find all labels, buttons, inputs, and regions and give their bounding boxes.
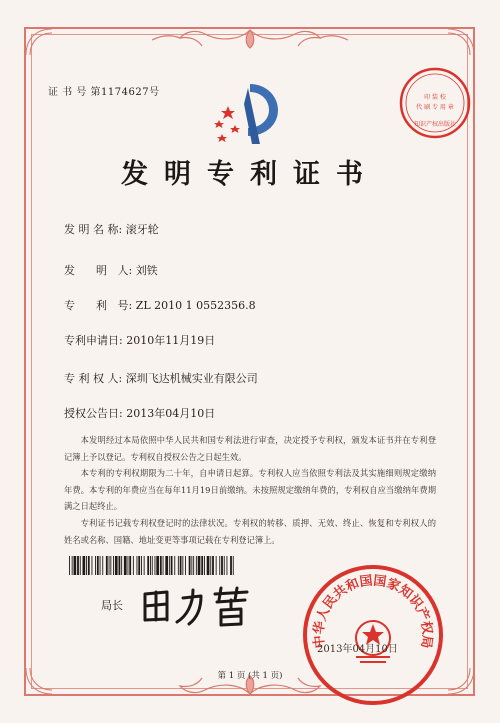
field-value: 2013年04月10日 [126, 407, 216, 420]
field-label: 专 利 号: [64, 299, 133, 312]
field-value: 2010年11月19日 [126, 334, 216, 347]
field-value: 刘铁 [135, 264, 158, 277]
field-grant-date [64, 405, 215, 421]
field-value: 滚牙轮 [125, 223, 159, 236]
page-footer: 第 1 页 (共 1 页) [217, 671, 283, 681]
svg-text:代 刷 专 用 章: 代 刷 专 用 章 [416, 104, 454, 111]
publisher-seal-icon [396, 64, 474, 142]
field-value: 深圳飞达机械实业有限公司 [125, 372, 258, 385]
barcode-icon [69, 556, 235, 575]
svg-text:中华人民共和国国家知识产权局: 中华人民共和国国家知识产权局 [311, 573, 435, 650]
director-signature [137, 580, 255, 630]
field-inventor [64, 262, 158, 278]
field-patentee [64, 370, 258, 386]
field-label: 发 明 名 称: [64, 223, 123, 236]
field-label: 授权公告日: [64, 407, 123, 420]
field-label: 专 利 权 人: [64, 372, 123, 385]
signature-label: 局长 [101, 599, 123, 612]
body-paragraph: 专利证书记载专利权登记时的法律状况。专利权的转移、质押、无效、终止、恢复和专利权人的姓名或名称、国籍、地址变更等事项记载在专利登记簿上。 [64, 517, 436, 545]
field-label: 专利申请日: [64, 334, 123, 347]
field-invention-name [64, 221, 159, 237]
corner-ornament-tr [446, 27, 476, 57]
svg-text:印 装 校: 印 装 校 [424, 94, 446, 101]
field-patent-number [64, 297, 256, 313]
field-application-date [64, 332, 215, 348]
field-value: ZL 2010 1 0552356.8 [135, 299, 256, 312]
body-paragraph: 本发明经过本局依照中华人民共和国专利法进行审查，决定授予专利权，颁发本证书并在专利登记簿上予以登记。专利权自授权公告之日起生效。 [64, 435, 436, 462]
field-label: 发 明 人: [64, 264, 133, 277]
seal-date: 2013年04月10日 [317, 644, 398, 655]
svg-text:知识产权出版社: 知识产权出版社 [413, 121, 457, 128]
top-ornament [150, 26, 350, 52]
certificate-title: 发明专利证书 [121, 159, 379, 190]
patent-office-emblem-icon [208, 78, 294, 150]
certificate-number: 证 书 号 第1174627号 [48, 87, 160, 98]
body-paragraph: 本专利的专利权期限为二十年，自申请日起算。专利权人应当依照专利法及其实施细则规定缴纳年费。本专利的年费应当在每年11月19日前缴纳。未按照规定缴纳年费的，专利权自应当缴纳年费期满之日起终止。 [64, 468, 436, 512]
national-ip-office-seal-icon [298, 560, 448, 710]
corner-ornament-tl [24, 27, 54, 57]
certificate-body [64, 432, 436, 548]
